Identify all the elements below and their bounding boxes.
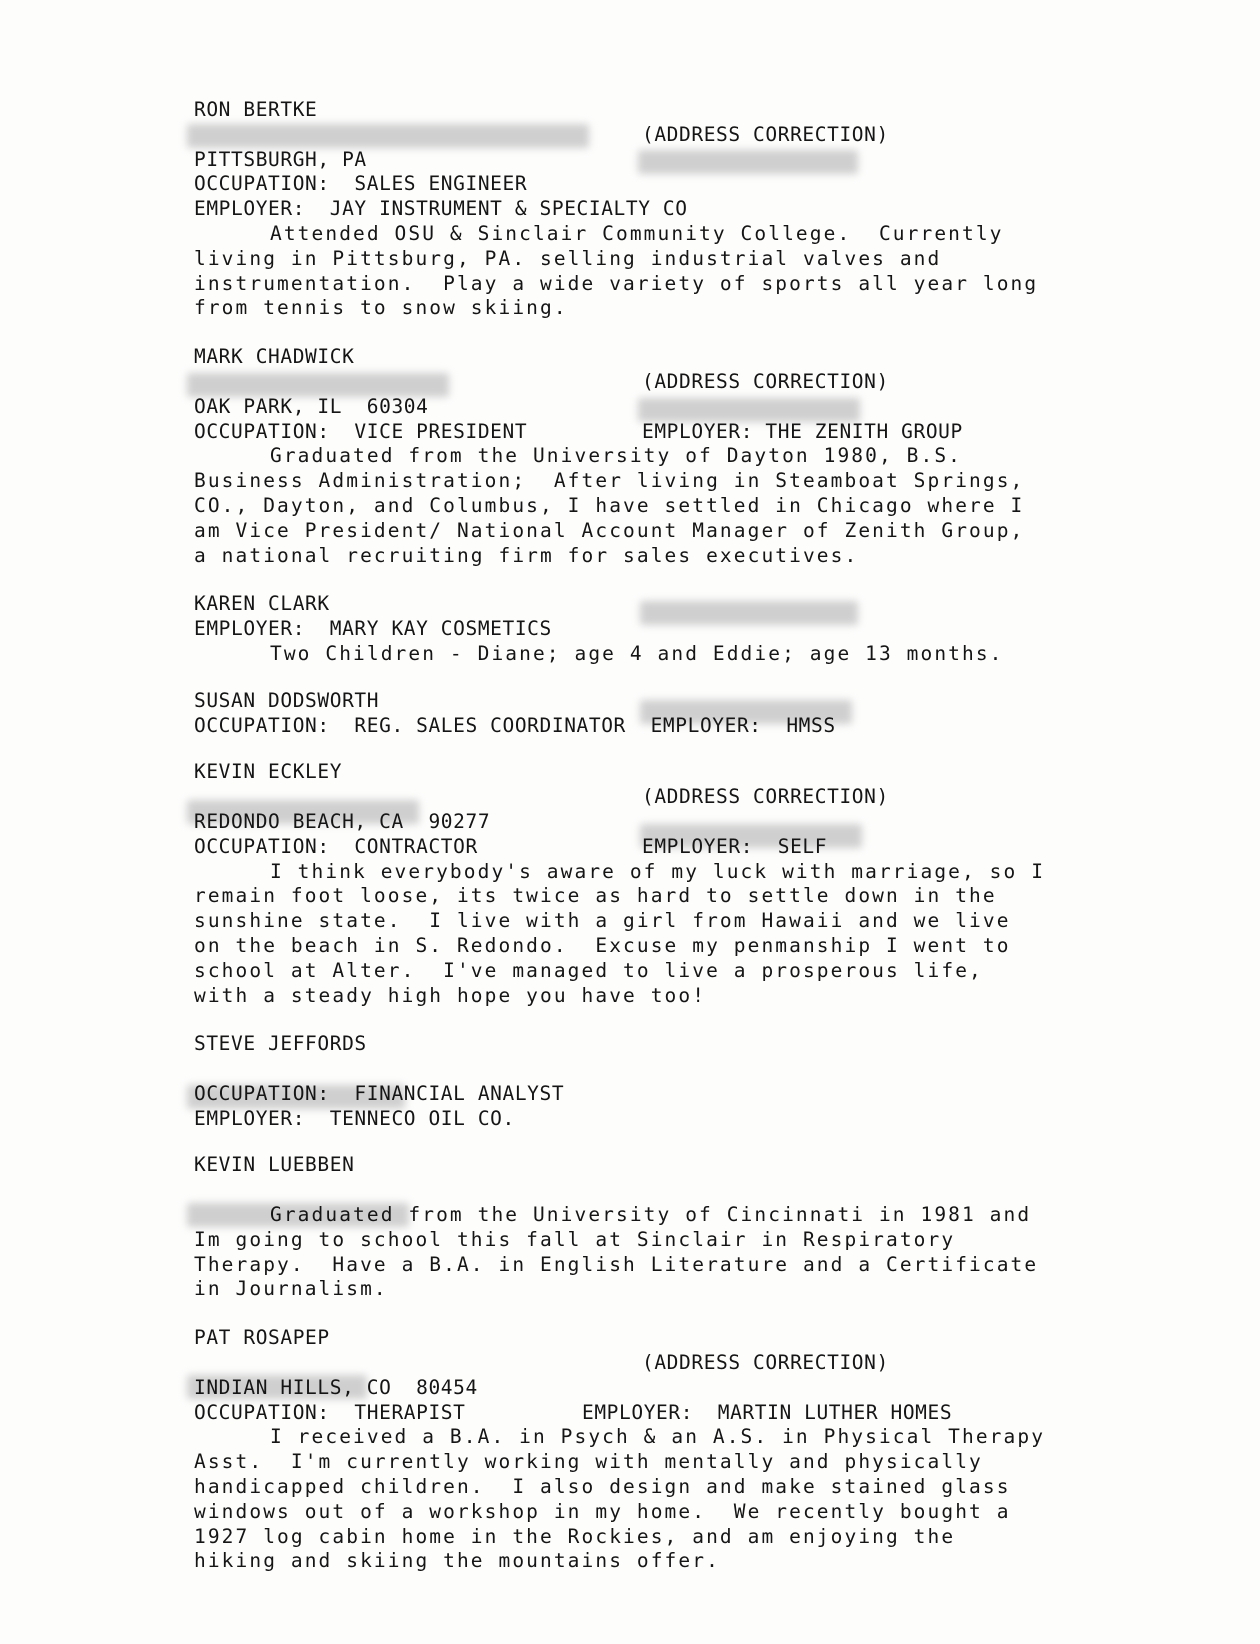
entry-mark-chadwick xyxy=(194,345,1194,568)
entry-bio xyxy=(194,1203,1194,1302)
entry-name: KEVIN ECKLEY xyxy=(194,760,343,784)
bio-line: with a steady high hope you have too! xyxy=(194,983,707,1007)
entry-name: STEVE JEFFORDS xyxy=(194,1032,367,1056)
bio-line: Im going to school this fall at Sinclair in Respiratory xyxy=(194,1227,956,1251)
bio-line: Graduated from the University of Dayton 1980, B.S. xyxy=(270,444,962,468)
entry-occupation: OCCUPATION: REG. SALES COORDINATOR EMPLOYER: HMSS xyxy=(194,713,836,737)
entry-kevin-eckley xyxy=(194,760,1194,1008)
address-correction-note: (ADDRESS CORRECTION) xyxy=(642,785,889,809)
redacted-line xyxy=(194,1057,1194,1082)
bio-line: from tennis to snow skiing. xyxy=(194,296,568,320)
entry-name: KAREN CLARK xyxy=(194,592,330,616)
entry-employer: EMPLOYER: JAY INSTRUMENT & SPECIALTY CO xyxy=(194,197,688,221)
bio-line: handicapped children. I also design and make stained glass xyxy=(194,1475,1011,1499)
alumni-directory xyxy=(194,98,1194,1574)
bio-line: Business Administration; After living in Steamboat Springs, xyxy=(194,469,1025,493)
entry-ron-bertke xyxy=(194,98,1194,321)
entry-steve-jeffords xyxy=(194,1032,1194,1131)
entry-occupation: OCCUPATION: VICE PRESIDENT xyxy=(194,419,528,443)
entry-city: REDONDO BEACH, CA 90277 xyxy=(194,809,491,833)
entry-employer: EMPLOYER: TENNECO OIL CO. xyxy=(194,1106,515,1130)
entry-occupation: OCCUPATION: SALES ENGINEER xyxy=(194,172,528,196)
bio-line: instrumentation. Play a wide variety of sports all year long xyxy=(194,271,1039,295)
entry-bio xyxy=(194,222,1194,321)
bio-line: Graduated from the University of Cincinnati in 1981 and xyxy=(270,1203,1032,1227)
bio-line: Two Children - Diane; age 4 and Eddie; age 13 months. xyxy=(270,641,1004,665)
entry-kevin-luebben xyxy=(194,1153,1194,1302)
entry-pat-rosapep xyxy=(194,1326,1194,1574)
entry-occupation: OCCUPATION: CONTRACTOR xyxy=(194,834,478,858)
entry-employer: EMPLOYER: MARY KAY COSMETICS xyxy=(194,617,552,641)
bio-line: a national recruiting firm for sales executives. xyxy=(194,543,859,567)
entry-bio xyxy=(194,1425,1194,1574)
bio-line: Attended OSU & Sinclair Community College. Currently xyxy=(270,221,1004,245)
entry-name: PAT ROSAPEP xyxy=(194,1326,330,1350)
bio-line: in Journalism. xyxy=(194,1277,388,1301)
bio-line: remain foot loose, its twice as hard to settle down in the xyxy=(194,884,997,908)
entry-city: INDIAN HILLS, CO 80454 xyxy=(194,1375,478,1399)
entry-occupation: OCCUPATION: THERAPIST xyxy=(194,1400,466,1424)
bio-line: school at Alter. I've managed to live a prosperous life, xyxy=(194,958,983,982)
entry-occupation: OCCUPATION: FINANCIAL ANALYST xyxy=(194,1081,565,1105)
entry-bio xyxy=(194,860,1194,1009)
address-correction-note: (ADDRESS CORRECTION) xyxy=(642,122,889,146)
entry-bio xyxy=(194,444,1194,568)
bio-line: hiking and skiing the mountains offer. xyxy=(194,1549,720,1573)
entry-name: KEVIN LUEBBEN xyxy=(194,1153,355,1177)
bio-line: Asst. I'm currently working with mentally and physically xyxy=(194,1450,983,1474)
redacted-line xyxy=(194,1178,1194,1203)
bio-line: 1927 log cabin home in the Rockies, and am enjoying the xyxy=(194,1524,956,1548)
bio-line: windows out of a workshop in my home. We recently bought a xyxy=(194,1499,1011,1523)
bio-line: on the beach in S. Redondo. Excuse my penmanship I went to xyxy=(194,933,1011,957)
entry-employer: EMPLOYER: MARTIN LUTHER HOMES xyxy=(582,1400,953,1424)
entry-karen-clark xyxy=(194,592,1194,666)
entry-susan-dodsworth xyxy=(194,689,1194,739)
bio-line: sunshine state. I live with a girl from Hawaii and we live xyxy=(194,909,1011,933)
entry-name: RON BERTKE xyxy=(194,98,318,121)
address-correction-note: (ADDRESS CORRECTION) xyxy=(642,1351,889,1375)
bio-line: living in Pittsburg, PA. selling industrial valves and xyxy=(194,246,942,270)
bio-line: I received a B.A. in Psych & an A.S. in Physical Therapy xyxy=(270,1425,1046,1449)
bio-line: am Vice President/ National Account Manager of Zenith Group, xyxy=(194,518,1025,542)
bio-line: Therapy. Have a B.A. in English Literature and a Certificate xyxy=(194,1252,1039,1276)
address-correction-note: (ADDRESS CORRECTION) xyxy=(642,369,889,393)
entry-bio xyxy=(194,642,1194,667)
entry-employer: EMPLOYER: SELF xyxy=(642,834,828,858)
entry-city: PITTSBURGH, PA xyxy=(194,147,367,171)
bio-line: CO., Dayton, and Columbus, I have settled in Chicago where I xyxy=(194,493,1025,517)
entry-city: OAK PARK, IL 60304 xyxy=(194,394,429,418)
entry-name: SUSAN DODSWORTH xyxy=(194,688,380,712)
bio-line: I think everybody's aware of my luck with marriage, so I xyxy=(270,859,1046,883)
entry-name: MARK CHADWICK xyxy=(194,345,355,369)
entry-employer: EMPLOYER: THE ZENITH GROUP xyxy=(642,419,963,443)
